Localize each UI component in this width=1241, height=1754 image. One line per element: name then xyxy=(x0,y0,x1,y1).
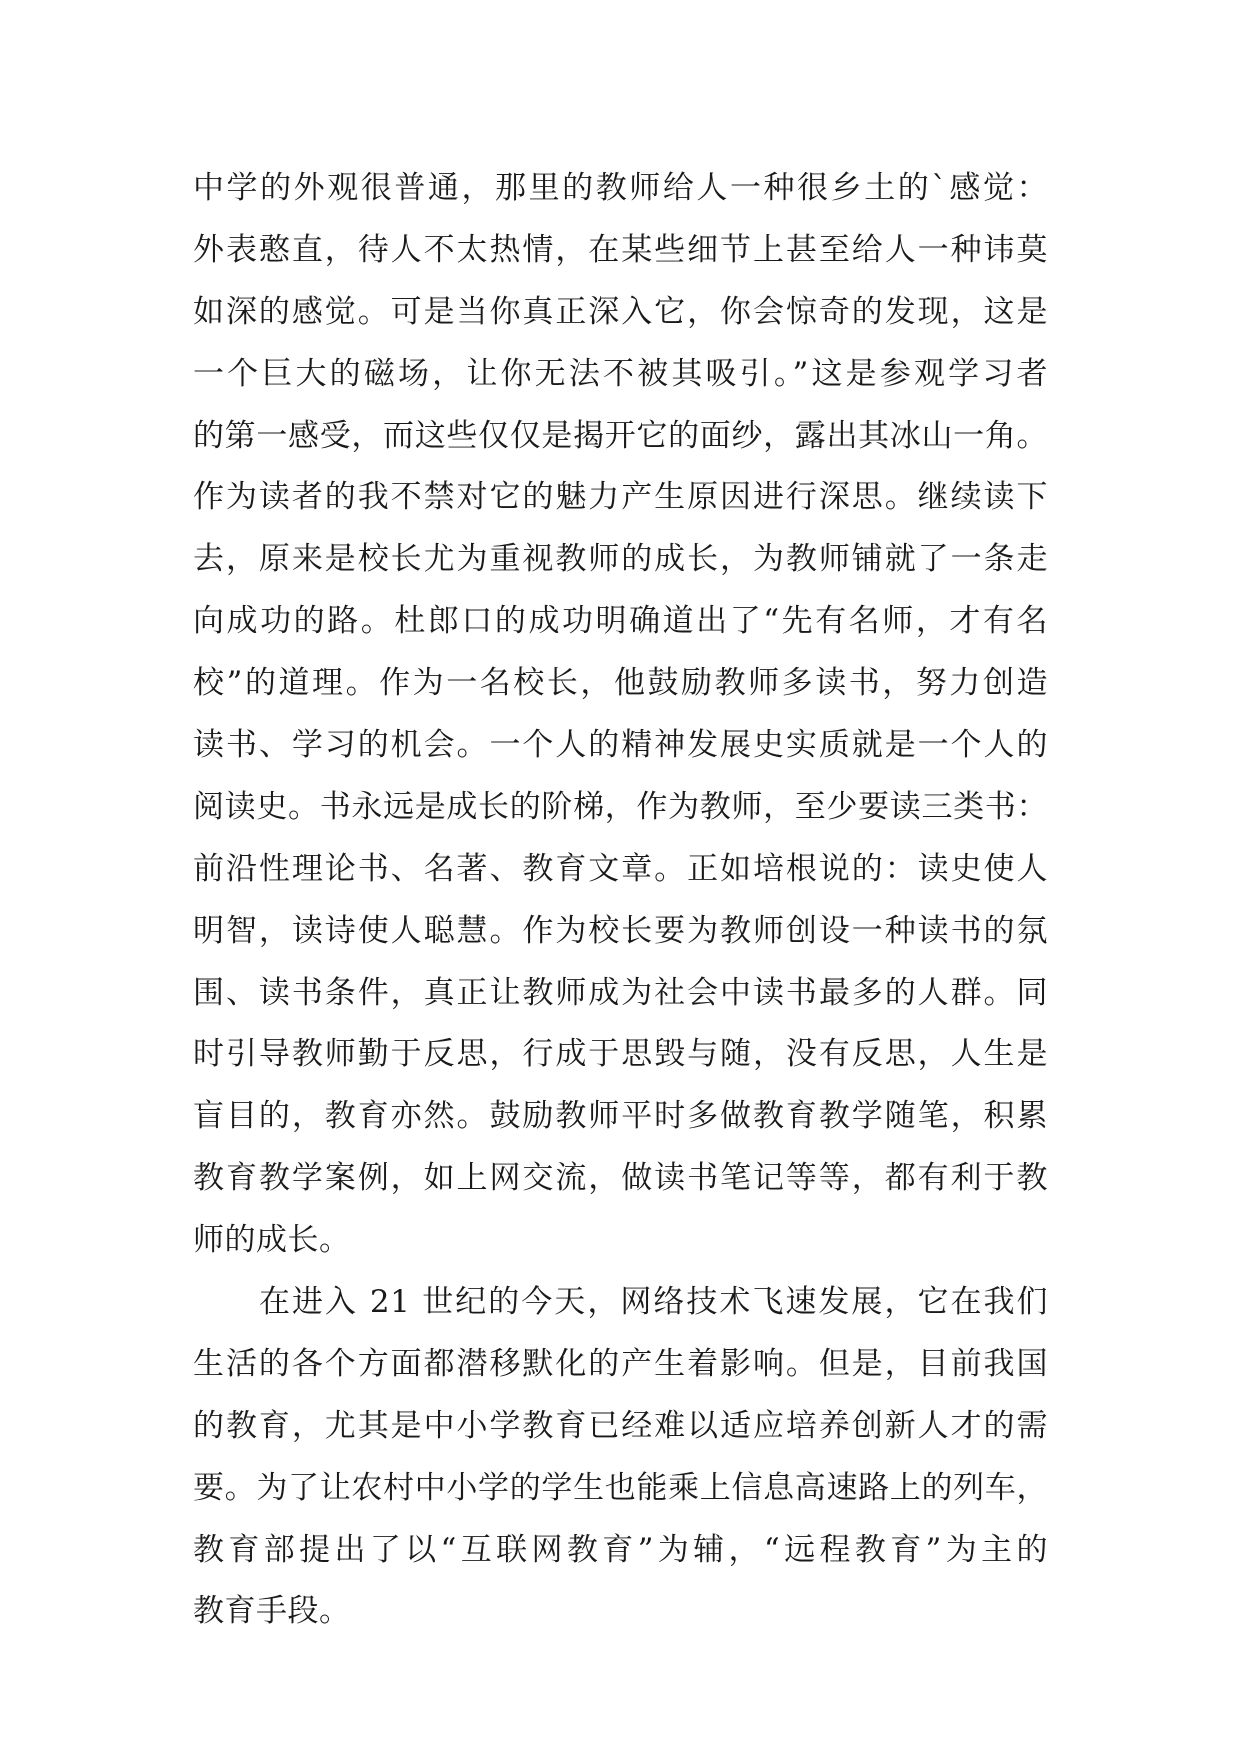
text-line: 教育手段。 xyxy=(193,1593,351,1630)
text-line: 教育部提出了以“互联网教育”为辅，“远程教育”为主的 xyxy=(193,1531,1048,1568)
text-line: 明智，读诗使人聪慧。作为校长要为教师创设一种读书的氛 xyxy=(193,912,1048,949)
text-line: 时引导教师勤于反思，行成于思毁与随，没有反思，人生是 xyxy=(193,1036,1048,1073)
text-line: 读书、学习的机会。一个人的精神发展史实质就是一个人的 xyxy=(193,727,1048,764)
text-line: 前沿性理论书、名著、教育文章。正如培根说的：读史使人 xyxy=(193,850,1048,887)
text-line: 的教育，尤其是中小学教育已经难以适应培养创新人才的需 xyxy=(193,1407,1048,1444)
text-line: 如深的感觉。可是当你真正深入它，你会惊奇的发现，这是 xyxy=(193,293,1048,330)
text-line: 向成功的路。杜郎口的成功明确道出了“先有名师，才有名 xyxy=(193,603,1048,640)
body-text xyxy=(193,158,1048,1643)
text-line: 中学的外观很普通，那里的教师给人一种很乡土的`感觉： xyxy=(193,170,1048,206)
text-line: 在进入 21 世纪的今天，网络技术飞速发展，它在我们 xyxy=(193,1284,1048,1321)
text-line: 一个巨大的磁场，让你无法不被其吸引。”这是参观学习者 xyxy=(193,355,1048,392)
text-line: 师的成长。 xyxy=(193,1222,351,1259)
text-line: 教育教学案例，如上网交流，做读书笔记等等，都有利于教 xyxy=(193,1160,1048,1197)
text-line: 盲目的，教育亦然。鼓励教师平时多做教育教学随笔，积累 xyxy=(193,1098,1048,1135)
text-line: 去，原来是校长尤为重视教师的成长，为教师铺就了一条走 xyxy=(193,541,1048,578)
text-line: 要。为了让农村中小学的学生也能乘上信息高速路上的列车， xyxy=(193,1469,1048,1506)
text-line: 围、读书条件，真正让教师成为社会中读书最多的人群。同 xyxy=(193,974,1048,1011)
text-line: 校”的道理。作为一名校长，他鼓励教师多读书，努力创造 xyxy=(193,665,1048,702)
text-line: 阅读史。书永远是成长的阶梯，作为教师，至少要读三类书： xyxy=(193,788,1048,825)
text-line: 的第一感受，而这些仅仅是揭开它的面纱，露出其冰山一角。 xyxy=(193,417,1048,454)
text-line: 作为读者的我不禁对它的魅力产生原因进行深思。继续读下 xyxy=(193,479,1048,516)
text-line: 外表憨直，待人不太热情，在某些细节上甚至给人一种讳莫 xyxy=(193,231,1048,268)
text-line: 生活的各个方面都潜移默化的产生着影响。但是，目前我国 xyxy=(193,1345,1048,1382)
